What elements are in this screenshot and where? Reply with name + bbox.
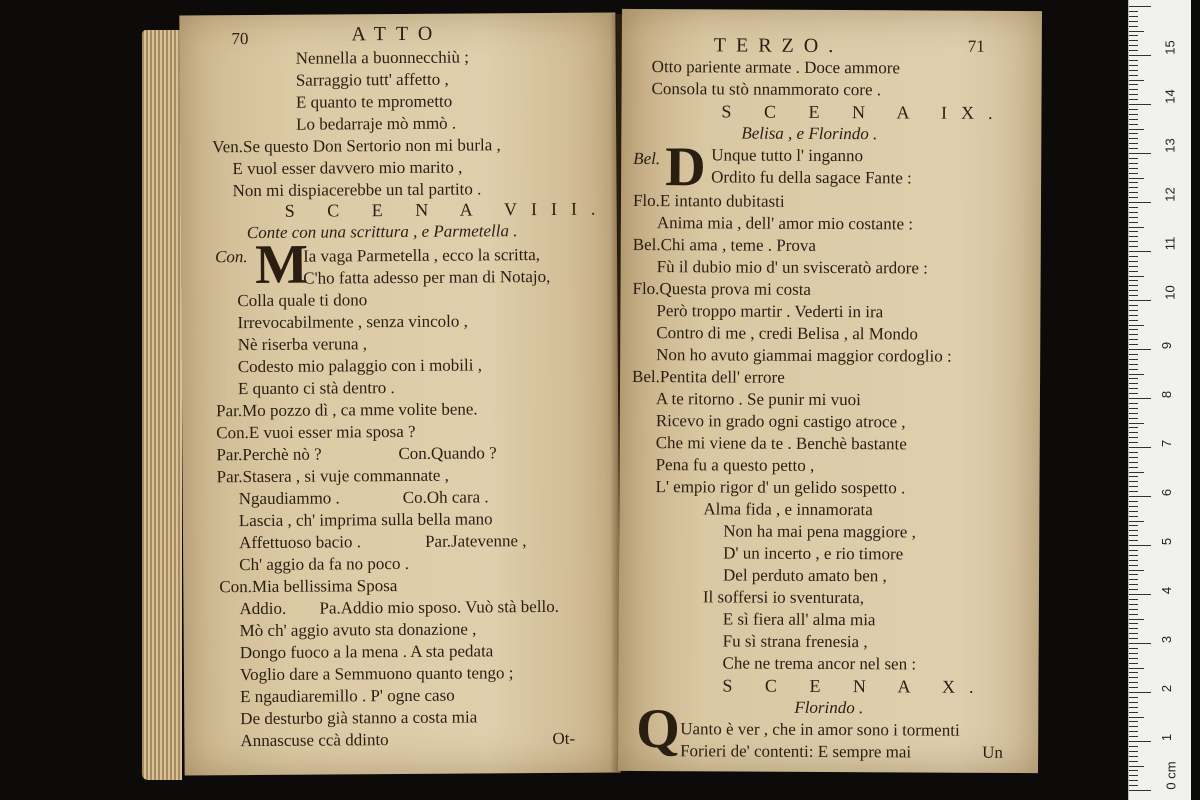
ruler-tick xyxy=(1129,187,1138,188)
ruler-number: 4 xyxy=(1159,586,1175,595)
ruler-tick xyxy=(1129,114,1138,115)
ruler-tick xyxy=(1129,383,1138,384)
ruler-tick xyxy=(1129,658,1138,659)
catchword: Ot- xyxy=(552,728,576,748)
ruler-tick xyxy=(1129,227,1144,228)
ruler-tick xyxy=(1129,119,1138,120)
text-line: E quanto te mprometto xyxy=(295,91,453,112)
ruler-tick xyxy=(1129,398,1151,399)
ruler-tick xyxy=(1129,555,1138,556)
ruler-number: 9 xyxy=(1159,341,1175,350)
text-line: Non ha mai pena maggiore , xyxy=(723,521,916,542)
text-line: Affettuoso bacio . xyxy=(238,532,362,553)
ruler-tick xyxy=(1129,770,1138,771)
ruler-tick xyxy=(1129,271,1138,272)
page-number: 71 xyxy=(967,36,985,56)
running-head: ATTO xyxy=(351,22,443,46)
ruler-tick xyxy=(1129,545,1151,546)
text-line: Con.Mia bellissima Sposa xyxy=(219,576,398,597)
ruler-tick xyxy=(1129,285,1138,286)
ruler-tick xyxy=(1129,609,1138,610)
ruler-tick xyxy=(1129,378,1138,379)
text-line: Fu sì strana frenesia , xyxy=(722,631,868,652)
text-line: Addio. xyxy=(239,598,287,619)
text-line: Voglio dare a Semmuono quanto tengo ; xyxy=(239,663,514,685)
page-edges xyxy=(142,30,182,780)
ruler-tick xyxy=(1129,388,1138,389)
text-line: Ch' aggio da fa no poco . xyxy=(239,553,409,575)
ruler-tick xyxy=(1129,721,1138,722)
text-line: Forieri de' contenti: E sempre mai xyxy=(680,741,912,762)
ruler-tick xyxy=(1129,712,1138,713)
ruler-tick xyxy=(1129,707,1138,708)
ruler-tick xyxy=(1129,158,1138,159)
ruler-tick xyxy=(1129,207,1138,208)
ruler-tick xyxy=(1129,491,1138,492)
ruler-tick xyxy=(1129,560,1138,561)
ruler-tick xyxy=(1129,736,1138,737)
ruler-tick xyxy=(1129,599,1138,600)
ruler-tick xyxy=(1129,182,1138,183)
ruler-tick xyxy=(1129,589,1138,590)
ruler-tick xyxy=(1129,506,1138,507)
ruler-tick xyxy=(1129,359,1138,360)
ruler-tick xyxy=(1129,481,1138,482)
ruler-tick xyxy=(1129,104,1151,105)
ruler-tick xyxy=(1129,344,1138,345)
text-line: Con.Quando ? xyxy=(398,443,497,464)
ruler-tick xyxy=(1129,442,1138,443)
ruler-tick xyxy=(1129,668,1144,669)
ruler-tick xyxy=(1129,246,1138,247)
ruler-tick xyxy=(1129,403,1138,404)
ruler-tick xyxy=(1129,163,1138,164)
ruler-tick xyxy=(1129,80,1144,81)
ruler-tick xyxy=(1129,305,1138,306)
text-line: Lascia , ch' imprima sulla bella mano xyxy=(238,509,493,531)
ruler-tick xyxy=(1129,168,1138,169)
ruler-tick xyxy=(1129,530,1138,531)
text-line: De desturbo già stanno a costa mia xyxy=(240,707,478,729)
text-line: L' empio rigor d' un gelido sospetto . xyxy=(655,477,906,498)
ruler-tick xyxy=(1129,315,1138,316)
text-line: Pena fu a questo petto , xyxy=(655,455,815,475)
ruler-tick xyxy=(1129,766,1144,767)
ruler-tick xyxy=(1129,153,1151,154)
ruler-tick xyxy=(1129,339,1138,340)
ruler-tick xyxy=(1129,570,1144,571)
ruler-tick xyxy=(1129,241,1138,242)
ruler-number: 15 xyxy=(1162,40,1178,55)
ruler-tick xyxy=(1129,756,1138,757)
ruler-tick xyxy=(1129,550,1138,551)
ruler-tick xyxy=(1129,663,1138,664)
ruler-tick xyxy=(1129,251,1151,252)
ruler-tick xyxy=(1129,677,1138,678)
text-line: D' un incerto , e rio timore xyxy=(723,543,904,564)
text-line: Pa.Addio mio sposo. Vuò stà bello. xyxy=(319,596,560,618)
ruler-tick xyxy=(1129,726,1138,727)
ruler-tick xyxy=(1129,124,1138,125)
ruler-tick xyxy=(1129,604,1138,605)
text-line: Par.Perchè nò ? xyxy=(216,444,322,465)
ruler-tick xyxy=(1129,741,1151,742)
ruler-tick xyxy=(1129,628,1138,629)
ruler-tick xyxy=(1129,6,1151,7)
text-line: Ngaudiammo . xyxy=(238,488,340,509)
right-page xyxy=(618,9,1042,773)
ruler-tick xyxy=(1129,109,1138,110)
ruler-tick xyxy=(1129,623,1138,624)
ruler-number: 8 xyxy=(1159,390,1175,399)
ruler-tick xyxy=(1129,31,1144,32)
scene-heading: S C E N A VIII. xyxy=(284,198,610,221)
ruler-tick xyxy=(1129,192,1138,193)
ruler-tick xyxy=(1129,212,1138,213)
text-line: Con.E vuoi esser mia sposa ? xyxy=(216,421,416,443)
ruler-tick xyxy=(1129,535,1138,536)
text-line: Otto pariente armate . Doce ammore xyxy=(651,57,901,78)
ruler-tick xyxy=(1129,467,1138,468)
ruler-number: 11 xyxy=(1162,236,1178,251)
ruler-tick xyxy=(1129,427,1138,428)
text-line: E vuol esser davvero mio marito , xyxy=(232,157,463,179)
text-line: Anima mia , dell' amor mio costante : xyxy=(656,213,914,234)
ruler-tick xyxy=(1129,565,1138,566)
text-line: Che ne trema ancor nel sen : xyxy=(722,653,917,674)
ruler-tick xyxy=(1129,452,1138,453)
text-line: Ordito fu della sagace Fante : xyxy=(711,167,912,188)
speaker-label: Bel. xyxy=(633,148,661,169)
ruler-tick xyxy=(1129,476,1138,477)
ruler-tick xyxy=(1129,261,1138,262)
ruler-tick xyxy=(1129,746,1138,747)
ruler-tick xyxy=(1129,369,1138,370)
ruler-tick xyxy=(1129,687,1138,688)
text-line: Ia vaga Parmetella , ecco la scritta, xyxy=(302,245,541,266)
stage-direction: Florindo . xyxy=(794,697,864,718)
ruler-number: 10 xyxy=(1162,285,1178,300)
ruler-tick xyxy=(1129,374,1144,375)
drop-cap: M xyxy=(254,233,309,297)
text-line: E ngaudiaremillo . P' ogne caso xyxy=(240,685,455,707)
ruler-tick xyxy=(1129,231,1138,232)
ruler-tick xyxy=(1129,501,1138,502)
ruler-tick xyxy=(1129,329,1138,330)
ruler-tick xyxy=(1129,266,1138,267)
text-line: Co.Oh cara . xyxy=(402,487,489,507)
ruler-tick xyxy=(1129,173,1138,174)
ruler-tick xyxy=(1129,584,1138,585)
ruler-tick xyxy=(1129,320,1138,321)
ruler-tick xyxy=(1129,614,1138,615)
ruler-tick xyxy=(1129,496,1151,497)
text-line: Irrevocabilmente , senza vincolo , xyxy=(237,311,468,333)
ruler-label: 0 cm xyxy=(1163,761,1179,790)
ruler-tick xyxy=(1129,310,1138,311)
ruler-tick xyxy=(1129,325,1144,326)
text-line: Bel.Pentita dell' errore xyxy=(632,366,785,387)
ruler-tick xyxy=(1129,35,1138,36)
ruler-tick xyxy=(1129,84,1138,85)
text-line: Il soffersi io sventurata, xyxy=(702,587,865,608)
ruler-tick xyxy=(1129,511,1138,512)
ruler-tick xyxy=(1129,11,1138,12)
measuring-ruler xyxy=(1128,0,1191,800)
stage-direction: Belisa , e Florindo . xyxy=(741,123,878,144)
ruler-tick xyxy=(1129,579,1138,580)
text-line: Par.Mo pozzo dì , ca mme volite bene. xyxy=(216,399,478,421)
ruler-tick xyxy=(1129,638,1138,639)
text-line: Sarraggio tutt' affetto , xyxy=(295,69,449,90)
text-line: Del perduto amato ben , xyxy=(722,565,887,586)
ruler-number: 5 xyxy=(1159,537,1175,546)
ruler-tick xyxy=(1129,540,1138,541)
ruler-tick xyxy=(1129,418,1138,419)
text-line: Uanto è ver , che in amor sono i tormenti xyxy=(680,719,960,740)
text-line: Colla quale ti dono xyxy=(237,290,368,311)
ruler-tick xyxy=(1129,731,1138,732)
ruler-tick xyxy=(1129,785,1138,786)
stage-direction: Conte con una scrittura , e Parmetella . xyxy=(246,221,518,243)
ruler-tick xyxy=(1129,300,1151,301)
text-line: Nè riserba veruna , xyxy=(237,334,368,355)
ruler-tick xyxy=(1129,775,1138,776)
ruler-tick xyxy=(1129,89,1138,90)
ruler-tick xyxy=(1129,486,1138,487)
ruler-tick xyxy=(1129,393,1138,394)
text-line: Par.Jatevenne , xyxy=(424,531,527,551)
ruler-tick xyxy=(1129,217,1138,218)
ruler-tick xyxy=(1129,594,1151,595)
ruler-tick xyxy=(1129,697,1138,698)
ruler-tick xyxy=(1129,574,1138,575)
page-number: 70 xyxy=(231,29,249,49)
ruler-tick xyxy=(1129,364,1138,365)
ruler-tick xyxy=(1129,290,1138,291)
ruler-tick xyxy=(1129,682,1138,683)
text-line: A te ritorno . Se punir mi vuoi xyxy=(655,389,861,410)
ruler-tick xyxy=(1129,447,1151,448)
text-line: Non mi dispiacerebbe un tal partito . xyxy=(232,179,482,201)
text-line: Unque tutto l' inganno xyxy=(711,145,864,166)
drop-cap: Q xyxy=(636,697,680,761)
ruler-tick xyxy=(1129,276,1144,277)
ruler-tick xyxy=(1129,94,1138,95)
text-line: Codesto mio palaggio con i mobili , xyxy=(237,355,482,377)
scene-heading: S C E N A IX. xyxy=(721,101,1007,123)
text-line: Ricevo in grado ogni castigo atroce , xyxy=(655,411,906,432)
ruler-tick xyxy=(1129,178,1144,179)
ruler-tick xyxy=(1129,45,1138,46)
text-line: Non ho avuto giammai maggior cordoglio : xyxy=(656,345,952,366)
speaker-label: Con. xyxy=(214,247,248,267)
ruler-tick xyxy=(1129,99,1138,100)
ruler-tick xyxy=(1129,256,1138,257)
ruler-tick xyxy=(1129,354,1138,355)
ruler-tick xyxy=(1129,423,1144,424)
scene-heading: S C E N A X. xyxy=(722,675,988,697)
ruler-tick xyxy=(1129,525,1138,526)
text-line: E quanto ci stà dentro . xyxy=(237,378,395,399)
ruler-tick xyxy=(1129,717,1144,718)
text-line: Bel.Chi ama , teme . Prova xyxy=(632,234,816,255)
ruler-tick xyxy=(1129,790,1151,791)
ruler-tick xyxy=(1129,702,1138,703)
text-line: Par.Stasera , si vuje commannate , xyxy=(216,465,449,487)
ruler-tick xyxy=(1129,60,1138,61)
ruler-tick xyxy=(1129,432,1138,433)
ruler-tick xyxy=(1129,26,1138,27)
text-line: Fù il dubio mio d' un svisceratò ardore : xyxy=(656,257,928,278)
text-line: Nennella a buonnecchiù ; xyxy=(295,47,469,68)
ruler-tick xyxy=(1129,55,1151,56)
ruler-tick xyxy=(1129,619,1144,620)
ruler-number: 12 xyxy=(1162,187,1178,202)
ruler-tick xyxy=(1129,648,1138,649)
ruler-tick xyxy=(1129,780,1138,781)
ruler-number: 1 xyxy=(1159,733,1175,742)
text-line: Flo.Questa prova mi costa xyxy=(632,278,812,299)
ruler-tick xyxy=(1129,40,1138,41)
ruler-tick xyxy=(1129,633,1138,634)
text-line: Mò ch' aggio avuto sta donazione , xyxy=(239,619,477,641)
text-line: C'ho fatta adesso per man di Notajo, xyxy=(303,266,551,288)
text-line: Ven.Se questo Don Sertorio non mi burla , xyxy=(212,135,501,157)
ruler-tick xyxy=(1129,761,1138,762)
ruler-tick xyxy=(1129,280,1138,281)
ruler-tick xyxy=(1129,472,1144,473)
ruler-tick xyxy=(1129,197,1138,198)
ruler-tick xyxy=(1129,413,1138,414)
ruler-tick xyxy=(1129,295,1138,296)
text-line: Annascuse ccà ddinto xyxy=(240,730,389,751)
ruler-tick xyxy=(1129,692,1151,693)
ruler-tick xyxy=(1129,643,1151,644)
ruler-tick xyxy=(1129,70,1138,71)
ruler-tick xyxy=(1129,75,1138,76)
text-line: Dongo fuoco a la mena . A sta pedata xyxy=(239,641,494,663)
ruler-tick xyxy=(1129,50,1138,51)
ruler-tick xyxy=(1129,408,1138,409)
text-line: Però troppo martir . Vederti in ira xyxy=(656,301,884,322)
ruler-number: 2 xyxy=(1159,684,1175,693)
text-line: Lo bedarraje mò mmò . xyxy=(296,113,457,134)
ruler-number: 13 xyxy=(1162,138,1178,153)
ruler-tick xyxy=(1129,202,1151,203)
running-head: TERZO. xyxy=(713,34,844,58)
left-page xyxy=(179,12,620,775)
text-line: Che mi viene da te . Benchè bastante xyxy=(655,433,907,454)
ruler-tick xyxy=(1129,334,1138,335)
ruler-number: 6 xyxy=(1159,488,1175,497)
text-line: Contro di me , credi Belisa , al Mondo xyxy=(656,323,918,344)
ruler-tick xyxy=(1129,65,1138,66)
ruler-tick xyxy=(1129,516,1138,517)
ruler-tick xyxy=(1129,148,1138,149)
catchword: Un xyxy=(982,742,1003,762)
ruler-tick xyxy=(1129,138,1138,139)
ruler-tick xyxy=(1129,236,1138,237)
ruler-tick xyxy=(1129,521,1144,522)
ruler-tick xyxy=(1129,462,1138,463)
text-line: E sì fiera all' alma mia xyxy=(722,609,876,630)
text-line: Flo.E intanto dubitasti xyxy=(632,190,785,211)
ruler-tick xyxy=(1129,653,1138,654)
ruler-tick xyxy=(1129,222,1138,223)
ruler-tick xyxy=(1129,437,1138,438)
ruler-tick xyxy=(1129,16,1138,17)
ruler-number: 7 xyxy=(1159,439,1175,448)
ruler-tick xyxy=(1129,349,1151,350)
text-line: Alma fida , e innamorata xyxy=(703,499,873,520)
ruler-tick xyxy=(1129,133,1138,134)
ruler-number: 14 xyxy=(1162,89,1178,104)
ruler-tick xyxy=(1129,21,1138,22)
ruler-tick xyxy=(1129,457,1138,458)
ruler-tick xyxy=(1129,672,1138,673)
ruler-tick xyxy=(1129,129,1144,130)
ruler-tick xyxy=(1129,751,1138,752)
text-line: Consola tu stò nnammorato core . xyxy=(651,79,882,100)
ruler-number: 3 xyxy=(1159,635,1175,644)
drop-cap: D xyxy=(665,136,706,199)
ruler-tick xyxy=(1129,143,1138,144)
